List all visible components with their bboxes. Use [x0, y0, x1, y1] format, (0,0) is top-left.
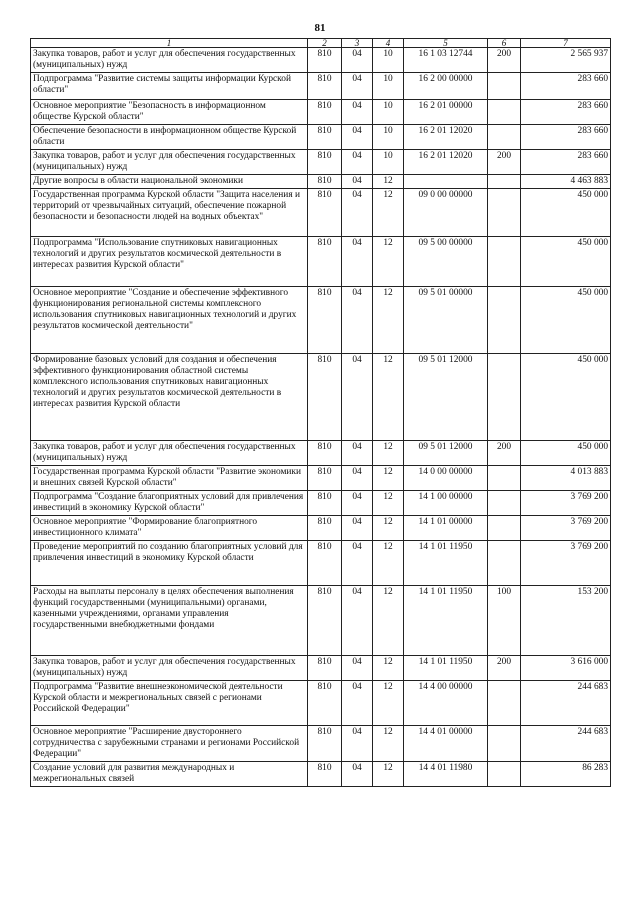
- row-section-cell: 04: [342, 466, 373, 491]
- row-subsection-cell: 12: [373, 441, 404, 466]
- row-name-cell: Подпрограмма "Создание благоприятных условий для привлечения инвестиций в экономику Курской области": [31, 491, 308, 516]
- table-row: [31, 681, 611, 726]
- row-amount-cell: 3 769 200: [521, 516, 611, 541]
- row-expense-type-cell: 200: [488, 48, 521, 73]
- row-amount-cell: 283 660: [521, 125, 611, 150]
- row-target-article-cell: 14 4 01 00000: [404, 726, 488, 762]
- row-amount-cell: 283 660: [521, 100, 611, 125]
- row-target-article-cell: 14 1 01 11950: [404, 656, 488, 681]
- row-section-cell: 04: [342, 586, 373, 656]
- row-name-cell: Закупка товаров, работ и услуг для обеспечения государственных (муниципальных) нужд: [31, 48, 308, 73]
- table-row: [31, 48, 611, 73]
- row-expense-type-cell: [488, 237, 521, 287]
- row-target-article-cell: 14 4 01 11980: [404, 762, 488, 787]
- row-section-cell: 04: [342, 762, 373, 787]
- row-amount-cell: 450 000: [521, 189, 611, 237]
- row-subsection-cell: 12: [373, 466, 404, 491]
- row-amount-cell: 450 000: [521, 287, 611, 354]
- row-expense-type-cell: [488, 175, 521, 189]
- row-code-cell: 810: [308, 150, 342, 175]
- table-row: [31, 656, 611, 681]
- table-row: [31, 491, 611, 516]
- row-subsection-cell: 12: [373, 586, 404, 656]
- row-name-cell: Государственная программа Курской области "Развитие экономики и внешних связей Курской области": [31, 466, 308, 491]
- row-name-cell: Закупка товаров, работ и услуг для обеспечения государственных (муниципальных) нужд: [31, 656, 308, 681]
- row-subsection-cell: 12: [373, 287, 404, 354]
- row-subsection-cell: 12: [373, 175, 404, 189]
- row-expense-type-cell: [488, 125, 521, 150]
- row-target-article-cell: 09 0 00 00000: [404, 189, 488, 237]
- row-name-cell: Проведение мероприятий по созданию благоприятных условий для привлечения инвестиций в экономику Курской области: [31, 541, 308, 586]
- row-amount-cell: 86 283: [521, 762, 611, 787]
- row-amount-cell: 3 769 200: [521, 541, 611, 586]
- row-code-cell: 810: [308, 681, 342, 726]
- row-amount-cell: 4 013 883: [521, 466, 611, 491]
- table-row: [31, 354, 611, 441]
- row-section-cell: 04: [342, 541, 373, 586]
- row-code-cell: 810: [308, 287, 342, 354]
- row-section-cell: 04: [342, 150, 373, 175]
- row-expense-type-cell: 200: [488, 150, 521, 175]
- row-expense-type-cell: [488, 287, 521, 354]
- row-expense-type-cell: [488, 466, 521, 491]
- table-row: [31, 73, 611, 100]
- row-name-cell: Подпрограмма "Развитие системы защиты информации Курской области": [31, 73, 308, 100]
- row-expense-type-cell: [488, 189, 521, 237]
- row-amount-cell: 244 683: [521, 726, 611, 762]
- row-section-cell: 04: [342, 681, 373, 726]
- row-expense-type-cell: 100: [488, 586, 521, 656]
- row-expense-type-cell: [488, 726, 521, 762]
- row-subsection-cell: 12: [373, 189, 404, 237]
- row-name-cell: Основное мероприятие "Формирование благоприятного инвестиционного климата": [31, 516, 308, 541]
- row-section-cell: 04: [342, 189, 373, 237]
- row-target-article-cell: 14 1 01 11950: [404, 586, 488, 656]
- row-target-article-cell: [404, 175, 488, 189]
- table-row: [31, 189, 611, 237]
- column-header: 2: [308, 39, 342, 48]
- budget-table: [30, 38, 611, 787]
- row-name-cell: Создание условий для развития международных и межрегиональных связей: [31, 762, 308, 787]
- row-section-cell: 04: [342, 516, 373, 541]
- row-target-article-cell: 14 0 00 00000: [404, 466, 488, 491]
- row-name-cell: Расходы на выплаты персоналу в целях обеспечения выполнения функций государственными (муниципальными) органами, казенными учреждениями, органами управления государственными внебюджетными фондами: [31, 586, 308, 656]
- row-target-article-cell: 09 5 00 00000: [404, 237, 488, 287]
- column-header: 7: [521, 39, 611, 48]
- table-row: [31, 237, 611, 287]
- row-amount-cell: 3 769 200: [521, 491, 611, 516]
- row-subsection-cell: 10: [373, 150, 404, 175]
- row-target-article-cell: 16 1 03 12744: [404, 48, 488, 73]
- row-section-cell: 04: [342, 656, 373, 681]
- row-target-article-cell: 16 2 01 00000: [404, 100, 488, 125]
- table-row: [31, 541, 611, 586]
- table-row: [31, 726, 611, 762]
- row-target-article-cell: 14 4 00 00000: [404, 681, 488, 726]
- row-subsection-cell: 12: [373, 541, 404, 586]
- row-subsection-cell: 10: [373, 48, 404, 73]
- row-target-article-cell: 14 1 01 00000: [404, 516, 488, 541]
- row-code-cell: 810: [308, 586, 342, 656]
- row-subsection-cell: 12: [373, 354, 404, 441]
- row-code-cell: 810: [308, 125, 342, 150]
- row-section-cell: 04: [342, 491, 373, 516]
- row-code-cell: 810: [308, 466, 342, 491]
- row-target-article-cell: 09 5 01 12000: [404, 354, 488, 441]
- column-header: 4: [373, 39, 404, 48]
- table-row: [31, 125, 611, 150]
- row-section-cell: 04: [342, 726, 373, 762]
- row-amount-cell: 2 565 937: [521, 48, 611, 73]
- row-expense-type-cell: [488, 354, 521, 441]
- row-section-cell: 04: [342, 175, 373, 189]
- row-name-cell: Формирование базовых условий для создания и обеспечения эффективного функционирования областной системы комплексного использования спутниковых навигационных технологий и других результатов космической деятельности в интересах развития Курской области: [31, 354, 308, 441]
- row-code-cell: 810: [308, 726, 342, 762]
- row-name-cell: Другие вопросы в области национальной экономики: [31, 175, 308, 189]
- row-expense-type-cell: [488, 762, 521, 787]
- row-code-cell: 810: [308, 100, 342, 125]
- table-row: [31, 516, 611, 541]
- page-number: 81: [314, 22, 326, 34]
- row-target-article-cell: 14 1 01 11950: [404, 541, 488, 586]
- row-code-cell: 810: [308, 189, 342, 237]
- table-row: [31, 466, 611, 491]
- row-expense-type-cell: [488, 541, 521, 586]
- row-name-cell: Подпрограмма "Развитие внешнеэкономической деятельности Курской области и межрегиональных связей с регионами Российской Федерации": [31, 681, 308, 726]
- row-section-cell: 04: [342, 237, 373, 287]
- table-row: [31, 586, 611, 656]
- row-name-cell: Обеспечение безопасности в информационном обществе Курской области: [31, 125, 308, 150]
- row-section-cell: 04: [342, 287, 373, 354]
- table-row: [31, 175, 611, 189]
- header-row: [31, 39, 611, 48]
- row-subsection-cell: 12: [373, 656, 404, 681]
- row-name-cell: Основное мероприятие "Создание и обеспечение эффективного функционирования региональной системы комплексного использования спутниковых навигационных технологий и других результатов космической деятельности": [31, 287, 308, 354]
- row-expense-type-cell: [488, 73, 521, 100]
- row-section-cell: 04: [342, 48, 373, 73]
- row-name-cell: Основное мероприятие "Безопасность в информационном обществе Курской области": [31, 100, 308, 125]
- row-name-cell: Закупка товаров, работ и услуг для обеспечения государственных (муниципальных) нужд: [31, 150, 308, 175]
- row-subsection-cell: 12: [373, 726, 404, 762]
- row-code-cell: 810: [308, 516, 342, 541]
- row-name-cell: Закупка товаров, работ и услуг для обеспечения государственных (муниципальных) нужд: [31, 441, 308, 466]
- column-header: 5: [404, 39, 488, 48]
- row-code-cell: 810: [308, 762, 342, 787]
- table-row: [31, 762, 611, 787]
- row-name-cell: Государственная программа Курской области "Защита населения и территорий от чрезвычайных ситуаций, обеспечение пожарной безопасности и безопасности людей на водных объектах": [31, 189, 308, 237]
- row-code-cell: 810: [308, 48, 342, 73]
- column-header: 3: [342, 39, 373, 48]
- row-code-cell: 810: [308, 237, 342, 287]
- row-subsection-cell: 10: [373, 100, 404, 125]
- row-section-cell: 04: [342, 73, 373, 100]
- column-header: 6: [488, 39, 521, 48]
- row-expense-type-cell: 200: [488, 441, 521, 466]
- row-target-article-cell: 09 5 01 12000: [404, 441, 488, 466]
- table-row: [31, 441, 611, 466]
- row-subsection-cell: 10: [373, 125, 404, 150]
- row-amount-cell: 153 200: [521, 586, 611, 656]
- row-code-cell: 810: [308, 441, 342, 466]
- row-subsection-cell: 12: [373, 516, 404, 541]
- row-section-cell: 04: [342, 125, 373, 150]
- row-target-article-cell: 16 2 01 12020: [404, 150, 488, 175]
- table-row: [31, 287, 611, 354]
- row-code-cell: 810: [308, 491, 342, 516]
- row-amount-cell: 283 660: [521, 73, 611, 100]
- row-code-cell: 810: [308, 656, 342, 681]
- row-code-cell: 810: [308, 175, 342, 189]
- row-name-cell: Подпрограмма "Использование спутниковых навигационных технологий и других результатов космической деятельности в интересах развития Курской области": [31, 237, 308, 287]
- row-name-cell: Основное мероприятие "Расширение двустороннего сотрудничества с зарубежными странами и регионами Российской Федерации": [31, 726, 308, 762]
- row-amount-cell: 4 463 883: [521, 175, 611, 189]
- row-subsection-cell: 10: [373, 73, 404, 100]
- row-subsection-cell: 12: [373, 762, 404, 787]
- row-section-cell: 04: [342, 354, 373, 441]
- row-target-article-cell: 14 1 00 00000: [404, 491, 488, 516]
- row-target-article-cell: 16 2 00 00000: [404, 73, 488, 100]
- row-code-cell: 810: [308, 541, 342, 586]
- row-amount-cell: 450 000: [521, 441, 611, 466]
- row-amount-cell: 3 616 000: [521, 656, 611, 681]
- row-expense-type-cell: [488, 681, 521, 726]
- row-subsection-cell: 12: [373, 681, 404, 726]
- row-code-cell: 810: [308, 73, 342, 100]
- row-section-cell: 04: [342, 100, 373, 125]
- row-target-article-cell: 09 5 01 00000: [404, 287, 488, 354]
- row-subsection-cell: 12: [373, 491, 404, 516]
- row-expense-type-cell: [488, 491, 521, 516]
- row-expense-type-cell: [488, 100, 521, 125]
- row-expense-type-cell: 200: [488, 656, 521, 681]
- row-target-article-cell: 16 2 01 12020: [404, 125, 488, 150]
- table-row: [31, 100, 611, 125]
- table-row: [31, 150, 611, 175]
- column-header: 1: [31, 39, 308, 48]
- row-amount-cell: 450 000: [521, 354, 611, 441]
- row-code-cell: 810: [308, 354, 342, 441]
- row-section-cell: 04: [342, 441, 373, 466]
- row-expense-type-cell: [488, 516, 521, 541]
- row-amount-cell: 244 683: [521, 681, 611, 726]
- row-subsection-cell: 12: [373, 237, 404, 287]
- row-amount-cell: 450 000: [521, 237, 611, 287]
- row-amount-cell: 283 660: [521, 150, 611, 175]
